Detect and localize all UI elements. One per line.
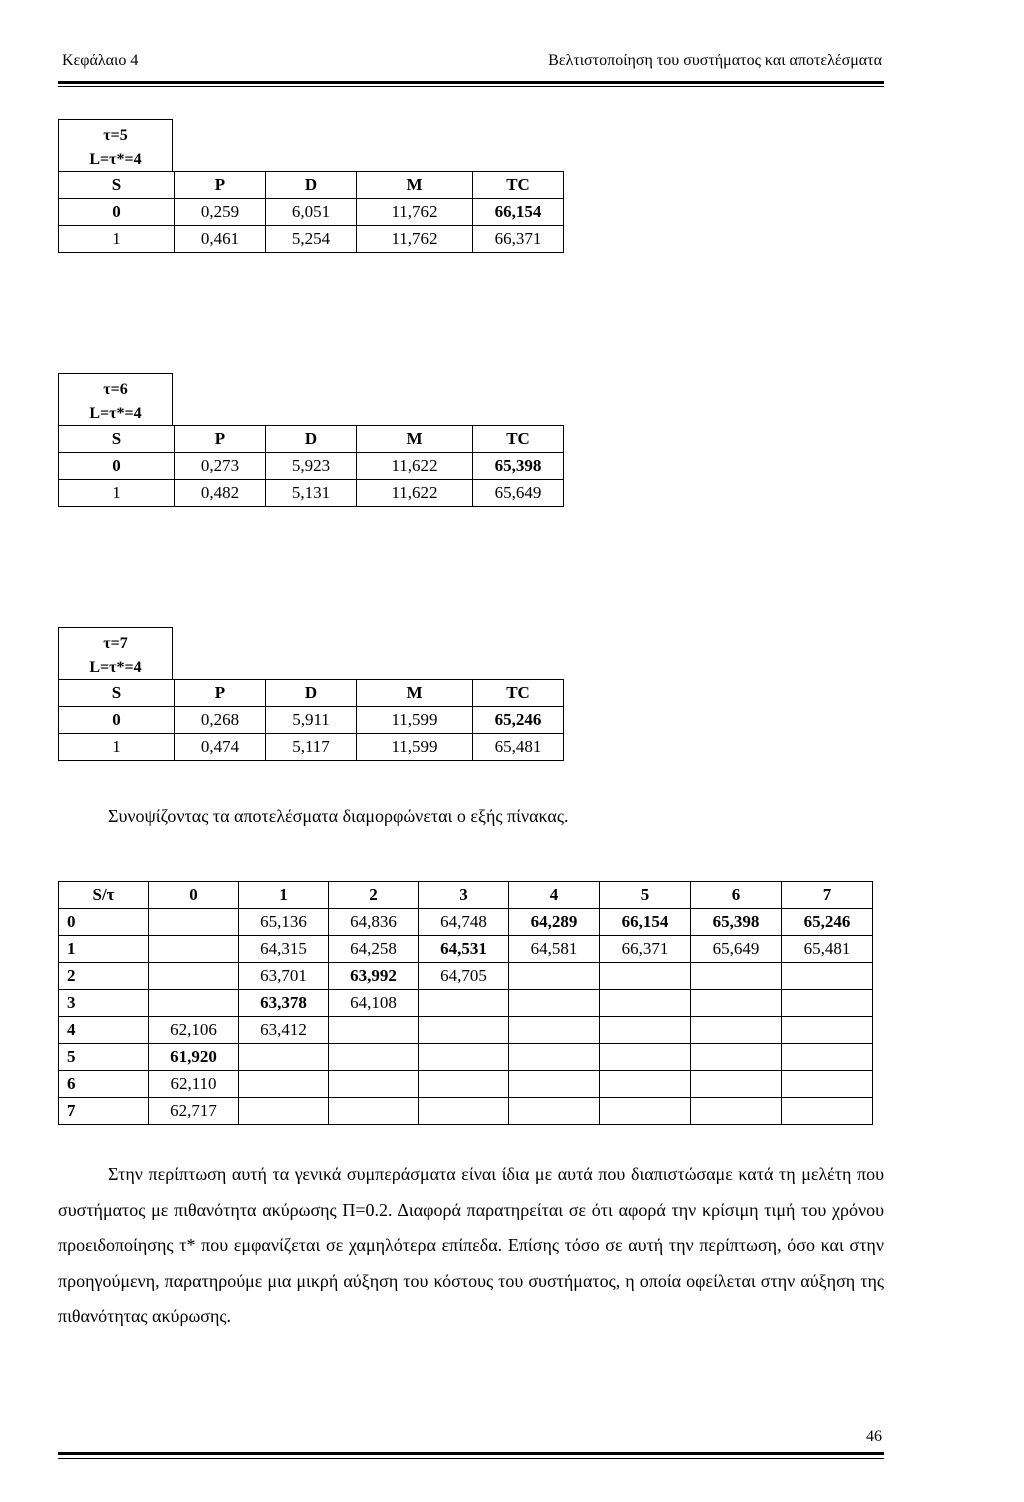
table-cell: 62,717 bbox=[149, 1098, 239, 1125]
caption-l: L=τ*=4 bbox=[89, 405, 142, 422]
table-row bbox=[59, 1098, 873, 1125]
table-cell bbox=[419, 1071, 509, 1098]
table-cell: 64,315 bbox=[239, 936, 329, 963]
caption-l: L=τ*=4 bbox=[89, 659, 142, 676]
cell-m: 11,622 bbox=[357, 453, 473, 480]
row-label: 2 bbox=[59, 963, 149, 990]
table-cell bbox=[600, 1071, 691, 1098]
cell-p: 0,273 bbox=[175, 453, 266, 480]
col-header: 4 bbox=[509, 882, 600, 909]
table-cell: 61,920 bbox=[149, 1044, 239, 1071]
cell-d: 5,254 bbox=[266, 226, 357, 253]
col-header: D bbox=[266, 172, 357, 199]
cell-s: 1 bbox=[59, 226, 175, 253]
row-label: 7 bbox=[59, 1098, 149, 1125]
row-label: 3 bbox=[59, 990, 149, 1017]
col-header: S/τ bbox=[59, 882, 149, 909]
cell-p: 0,259 bbox=[175, 199, 266, 226]
table-cell: 65,649 bbox=[691, 936, 782, 963]
table-header-row bbox=[59, 426, 564, 453]
table-cell bbox=[691, 990, 782, 1017]
cell-s: 0 bbox=[59, 453, 175, 480]
table-row bbox=[59, 1044, 873, 1071]
cell-tc: 65,481 bbox=[473, 734, 564, 761]
col-header: 2 bbox=[329, 882, 419, 909]
caption-l: L=τ*=4 bbox=[89, 151, 142, 168]
table-cell bbox=[782, 1017, 873, 1044]
table-cell bbox=[329, 1071, 419, 1098]
table-cell: 64,108 bbox=[329, 990, 419, 1017]
table-cell bbox=[509, 990, 600, 1017]
table-header-row bbox=[59, 680, 564, 707]
results-table-tau7 bbox=[58, 679, 564, 761]
table-cell bbox=[782, 1071, 873, 1098]
table-cell bbox=[691, 1044, 782, 1071]
col-header: 0 bbox=[149, 882, 239, 909]
cell-s: 0 bbox=[59, 707, 175, 734]
col-header: TC bbox=[473, 172, 564, 199]
table-caption-tau6 bbox=[58, 373, 173, 425]
footer-rule-thick bbox=[58, 1452, 884, 1455]
table-cell: 64,289 bbox=[509, 909, 600, 936]
table-row bbox=[59, 226, 564, 253]
row-label: 6 bbox=[59, 1071, 149, 1098]
table-cell: 62,110 bbox=[149, 1071, 239, 1098]
page-number: 46 bbox=[866, 1428, 882, 1445]
table-cell: 64,258 bbox=[329, 936, 419, 963]
table-cell bbox=[509, 1098, 600, 1125]
cell-tc: 65,246 bbox=[473, 707, 564, 734]
table-cell bbox=[509, 1044, 600, 1071]
table-cell bbox=[419, 1044, 509, 1071]
table-cell: 65,246 bbox=[782, 909, 873, 936]
table-cell: 64,531 bbox=[419, 936, 509, 963]
table-cell bbox=[329, 1017, 419, 1044]
conclusion-text: Στην περίπτωση αυτή τα γενικά συμπεράσματα είναι ίδια με αυτά που διαπιστώσαμε κατά τη μελέτη που συστήματος με πιθανότητα ακύρωσης Π=0.2. Διαφορά παρατηρείται σε ότι αφορά την κρίσιμη τιμή του χρόνου προειδοποίησης τ* που εμφανίζεται σε χαμηλότερα επίπεδα. Επίσης τόσο σε αυτή την περίπτωση, όσο και στην προηγούμενη, παρατηρούμε μια μικρή αύξηση του κόστους του συστήματος, η οποία οφείλεται στην αύξηση της πιθανότητας ακύρωσης. bbox=[58, 1164, 884, 1326]
table-cell: 64,705 bbox=[419, 963, 509, 990]
row-label: 4 bbox=[59, 1017, 149, 1044]
summary-header-row bbox=[59, 882, 873, 909]
table-cell: 65,136 bbox=[239, 909, 329, 936]
cell-d: 5,117 bbox=[266, 734, 357, 761]
table-cell bbox=[419, 1098, 509, 1125]
table-row bbox=[59, 990, 873, 1017]
table-cell bbox=[149, 990, 239, 1017]
col-header: 5 bbox=[600, 882, 691, 909]
row-label: 5 bbox=[59, 1044, 149, 1071]
col-header: 6 bbox=[691, 882, 782, 909]
col-header: 1 bbox=[239, 882, 329, 909]
table-cell bbox=[782, 1044, 873, 1071]
col-header: M bbox=[357, 426, 473, 453]
cell-d: 6,051 bbox=[266, 199, 357, 226]
table-cell bbox=[782, 990, 873, 1017]
table-cell: 65,398 bbox=[691, 909, 782, 936]
cell-d: 5,131 bbox=[266, 480, 357, 507]
table-cell: 63,378 bbox=[239, 990, 329, 1017]
col-header: S bbox=[59, 680, 175, 707]
row-label: 0 bbox=[59, 909, 149, 936]
cell-tc: 65,649 bbox=[473, 480, 564, 507]
table-row bbox=[59, 963, 873, 990]
table-row bbox=[59, 199, 564, 226]
col-header: M bbox=[357, 680, 473, 707]
table-cell: 66,371 bbox=[600, 936, 691, 963]
cell-m: 11,599 bbox=[357, 707, 473, 734]
table-row bbox=[59, 707, 564, 734]
table-cell bbox=[239, 1044, 329, 1071]
table-cell bbox=[509, 1071, 600, 1098]
cell-p: 0,268 bbox=[175, 707, 266, 734]
table-cell: 62,106 bbox=[149, 1017, 239, 1044]
table-cell: 63,701 bbox=[239, 963, 329, 990]
col-header: D bbox=[266, 680, 357, 707]
table-header-row bbox=[59, 172, 564, 199]
table-row bbox=[59, 480, 564, 507]
table-row bbox=[59, 1017, 873, 1044]
cell-m: 11,599 bbox=[357, 734, 473, 761]
col-header: TC bbox=[473, 426, 564, 453]
table-cell bbox=[419, 1017, 509, 1044]
table-cell: 63,412 bbox=[239, 1017, 329, 1044]
header-rule-thin bbox=[58, 86, 884, 87]
table-cell bbox=[691, 1017, 782, 1044]
col-header: 3 bbox=[419, 882, 509, 909]
table-cell bbox=[239, 1098, 329, 1125]
col-header: 7 bbox=[782, 882, 873, 909]
col-header: D bbox=[266, 426, 357, 453]
col-header: TC bbox=[473, 680, 564, 707]
summary-table bbox=[58, 881, 873, 1125]
footer-rule-thin bbox=[58, 1458, 884, 1459]
table-cell bbox=[600, 1044, 691, 1071]
running-header-chapter: Κεφάλαιο 4 bbox=[62, 52, 139, 69]
cell-tc: 65,398 bbox=[473, 453, 564, 480]
table-cell bbox=[691, 963, 782, 990]
row-label: 1 bbox=[59, 936, 149, 963]
cell-p: 0,461 bbox=[175, 226, 266, 253]
table-row bbox=[59, 1071, 873, 1098]
table-cell bbox=[600, 1098, 691, 1125]
table-cell bbox=[600, 990, 691, 1017]
header-rule-thick bbox=[58, 81, 884, 84]
cell-d: 5,911 bbox=[266, 707, 357, 734]
cell-s: 1 bbox=[59, 480, 175, 507]
table-caption-tau7 bbox=[58, 627, 173, 679]
col-header: M bbox=[357, 172, 473, 199]
col-header: P bbox=[175, 426, 266, 453]
caption-tau: τ=6 bbox=[103, 381, 128, 398]
table-cell: 65,481 bbox=[782, 936, 873, 963]
table-cell: 64,748 bbox=[419, 909, 509, 936]
table-cell bbox=[329, 1098, 419, 1125]
conclusion-paragraph bbox=[58, 1157, 884, 1335]
cell-p: 0,482 bbox=[175, 480, 266, 507]
results-table-tau5 bbox=[58, 171, 564, 253]
table-cell: 64,836 bbox=[329, 909, 419, 936]
table-cell: 64,581 bbox=[509, 936, 600, 963]
table-cell bbox=[149, 936, 239, 963]
table-row bbox=[59, 734, 564, 761]
table-cell bbox=[691, 1071, 782, 1098]
cell-s: 0 bbox=[59, 199, 175, 226]
table-caption-tau5 bbox=[58, 119, 173, 171]
cell-s: 1 bbox=[59, 734, 175, 761]
table-cell bbox=[329, 1044, 419, 1071]
table-cell bbox=[691, 1098, 782, 1125]
table-cell bbox=[149, 963, 239, 990]
col-header: S bbox=[59, 426, 175, 453]
cell-tc: 66,154 bbox=[473, 199, 564, 226]
table-cell: 63,992 bbox=[329, 963, 419, 990]
summary-sentence: Συνοψίζοντας τα αποτελέσματα διαμορφώνεται ο εξής πίνακας. bbox=[108, 806, 569, 826]
table-cell bbox=[782, 963, 873, 990]
caption-tau: τ=5 bbox=[103, 127, 128, 144]
cell-d: 5,923 bbox=[266, 453, 357, 480]
col-header: P bbox=[175, 172, 266, 199]
col-header: S bbox=[59, 172, 175, 199]
results-table-tau6 bbox=[58, 425, 564, 507]
table-cell bbox=[419, 990, 509, 1017]
table-cell bbox=[782, 1098, 873, 1125]
cell-m: 11,762 bbox=[357, 226, 473, 253]
cell-p: 0,474 bbox=[175, 734, 266, 761]
cell-m: 11,622 bbox=[357, 480, 473, 507]
table-cell: 66,154 bbox=[600, 909, 691, 936]
table-row bbox=[59, 936, 873, 963]
table-cell bbox=[509, 1017, 600, 1044]
table-cell bbox=[600, 963, 691, 990]
table-cell bbox=[239, 1071, 329, 1098]
table-cell bbox=[149, 909, 239, 936]
table-row bbox=[59, 909, 873, 936]
table-cell bbox=[509, 963, 600, 990]
table-cell bbox=[600, 1017, 691, 1044]
table-row bbox=[59, 453, 564, 480]
caption-tau: τ=7 bbox=[103, 635, 128, 652]
running-header-title: Βελτιστοποίηση του συστήματος και αποτελέσματα bbox=[548, 52, 882, 69]
cell-m: 11,762 bbox=[357, 199, 473, 226]
cell-tc: 66,371 bbox=[473, 226, 564, 253]
col-header: P bbox=[175, 680, 266, 707]
